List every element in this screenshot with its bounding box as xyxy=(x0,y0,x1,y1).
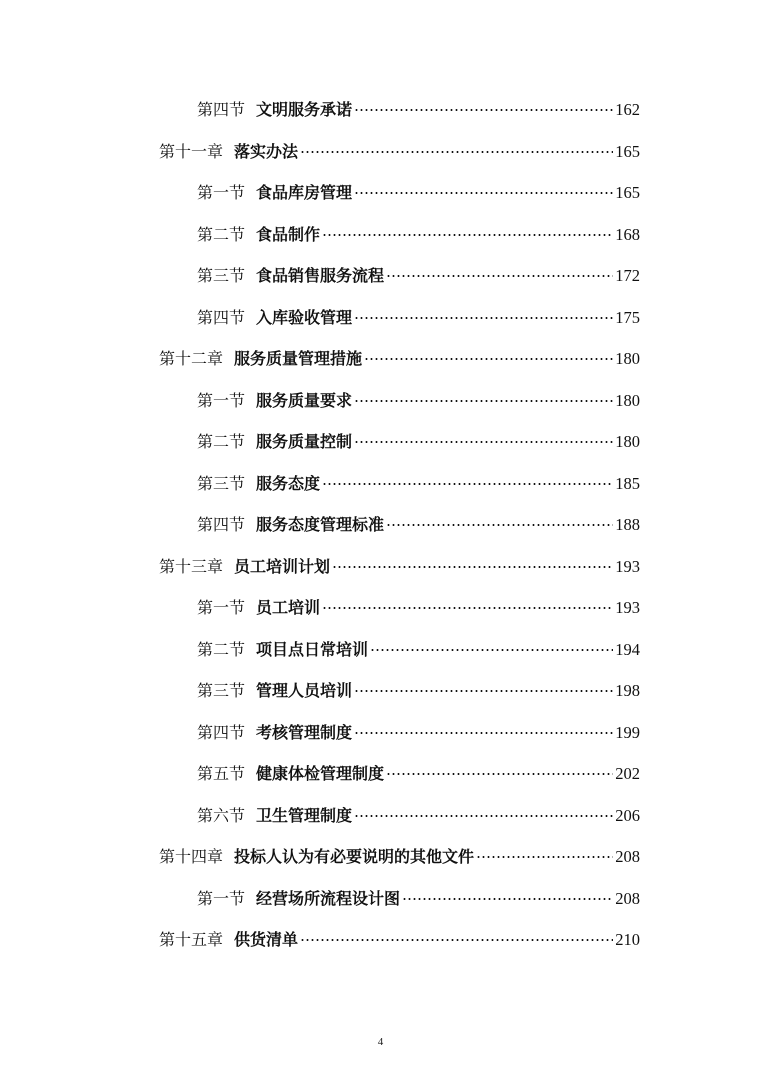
toc-entry[interactable] xyxy=(197,797,640,825)
toc-entry-number: 第一节 xyxy=(197,183,246,202)
toc-entry-title: 项目点日常培训 xyxy=(256,639,369,659)
toc-leader-dots xyxy=(332,548,613,572)
toc-entry-number: 第二节 xyxy=(197,432,246,451)
toc-entry[interactable] xyxy=(197,257,640,285)
toc-entry-page: 180 xyxy=(615,432,640,451)
toc-entry-page: 172 xyxy=(615,266,640,285)
toc-entry-page: 188 xyxy=(615,515,640,534)
toc-entry-title: 管理人员培训 xyxy=(256,681,353,700)
toc-entry-title: 供货清单 xyxy=(234,930,299,949)
toc-entry[interactable] xyxy=(197,672,640,700)
toc-entry-number: 第十五章 xyxy=(159,930,224,949)
toc-leader-dots xyxy=(300,921,613,945)
toc-entry-page: 180 xyxy=(615,390,640,410)
toc-entry-title: 食品制作 xyxy=(256,224,321,244)
toc-leader-dots xyxy=(386,755,613,779)
toc-entry-number: 第十三章 xyxy=(159,556,224,576)
toc-entry-title: 文明服务承诺 xyxy=(256,100,353,119)
toc-entry-page: 198 xyxy=(615,681,640,700)
toc-entry[interactable] xyxy=(197,91,640,119)
toc-entry-title: 落实办法 xyxy=(234,141,299,161)
page-number: 4 xyxy=(377,1036,384,1048)
toc-leader-dots xyxy=(402,880,613,904)
toc-entry-page: 168 xyxy=(615,224,640,244)
toc-entry-title: 员工培训计划 xyxy=(234,556,331,576)
toc-entry-page: 210 xyxy=(615,930,640,949)
toc-entry-number: 第四节 xyxy=(197,100,246,119)
toc-entry-page: 175 xyxy=(615,307,640,327)
toc-entry[interactable] xyxy=(197,506,640,534)
toc-entry-title: 卫生管理制度 xyxy=(256,805,353,825)
toc-entry[interactable] xyxy=(197,755,640,783)
toc-leader-dots xyxy=(354,299,613,323)
toc-entry[interactable] xyxy=(197,880,640,908)
toc-entry[interactable] xyxy=(197,465,640,493)
toc-entry-title: 食品库房管理 xyxy=(256,183,353,202)
toc-entry-page: 206 xyxy=(615,805,640,825)
toc-entry-number: 第四节 xyxy=(197,722,246,742)
toc-entry[interactable] xyxy=(197,631,640,659)
toc-leader-dots xyxy=(354,797,613,821)
toc-leader-dots xyxy=(354,423,613,447)
toc-leader-dots xyxy=(386,506,613,530)
toc-entry-title: 经营场所流程设计图 xyxy=(256,888,401,908)
toc-entry-number: 第一节 xyxy=(197,598,246,617)
toc-entry-number: 第五节 xyxy=(197,764,246,783)
toc-leader-dots xyxy=(476,838,613,862)
toc-entry-page: 194 xyxy=(615,639,640,659)
toc-entry-page: 202 xyxy=(615,764,640,783)
toc-leader-dots xyxy=(354,672,613,696)
toc-entry[interactable] xyxy=(197,589,640,617)
toc-entry-number: 第一节 xyxy=(197,390,246,410)
toc-entry-title: 食品销售服务流程 xyxy=(256,266,385,285)
toc-entry-number: 第三节 xyxy=(197,266,246,285)
toc-entry[interactable] xyxy=(159,548,640,576)
toc-entry-number: 第二节 xyxy=(197,639,246,659)
toc-entry-number: 第十二章 xyxy=(159,349,224,368)
toc-entry-page: 193 xyxy=(615,556,640,576)
toc-entry-number: 第三节 xyxy=(197,473,246,493)
toc-entry[interactable] xyxy=(197,299,640,327)
toc-entry[interactable] xyxy=(197,423,640,451)
toc-entry[interactable] xyxy=(197,382,640,410)
toc-entry-page: 165 xyxy=(615,141,640,161)
toc-entry-number: 第四节 xyxy=(197,515,246,534)
toc-leader-dots xyxy=(386,257,613,281)
toc-leader-dots xyxy=(322,465,613,489)
toc-entry-title: 健康体检管理制度 xyxy=(256,764,385,783)
toc-entry-page: 185 xyxy=(615,473,640,493)
toc-entry-number: 第一节 xyxy=(197,888,246,908)
toc-entry[interactable] xyxy=(159,133,640,161)
toc-entry[interactable] xyxy=(159,921,640,949)
toc-entry[interactable] xyxy=(197,216,640,244)
toc-entry[interactable] xyxy=(159,838,640,866)
toc-entry-page: 162 xyxy=(615,100,640,119)
toc-entry-page: 193 xyxy=(615,598,640,617)
toc-entry-number: 第六节 xyxy=(197,805,246,825)
toc-entry-page: 208 xyxy=(615,847,640,866)
toc-entry-number: 第二节 xyxy=(197,224,246,244)
toc-leader-dots xyxy=(354,91,613,115)
toc-entry-number: 第十四章 xyxy=(159,847,224,866)
toc-leader-dots xyxy=(300,133,613,157)
toc-entry-title: 服务质量要求 xyxy=(256,390,353,410)
toc-leader-dots xyxy=(322,216,613,240)
toc-entry-title: 服务态度管理标准 xyxy=(256,515,385,534)
toc-entry-page: 180 xyxy=(615,349,640,368)
toc-entry-title: 员工培训 xyxy=(256,598,321,617)
toc-entry-title: 考核管理制度 xyxy=(256,722,353,742)
toc-entry-page: 199 xyxy=(615,722,640,742)
toc-entry-title: 服务态度 xyxy=(256,473,321,493)
toc-entry-page: 165 xyxy=(615,183,640,202)
toc-entry-title: 服务质量控制 xyxy=(256,432,353,451)
toc-entry-title: 入库验收管理 xyxy=(256,307,353,327)
toc-entry[interactable] xyxy=(159,340,640,368)
toc-entry[interactable] xyxy=(197,174,640,202)
toc-leader-dots xyxy=(354,382,613,406)
toc-entry-number: 第三节 xyxy=(197,681,246,700)
toc-entry-title: 投标人认为有必要说明的其他文件 xyxy=(234,847,475,866)
toc-leader-dots xyxy=(322,589,613,613)
toc-leader-dots xyxy=(364,340,613,364)
toc-leader-dots xyxy=(370,631,613,655)
toc-leader-dots xyxy=(354,714,613,738)
toc-entry-number: 第十一章 xyxy=(159,141,224,161)
toc-entry[interactable] xyxy=(197,714,640,742)
toc-leader-dots xyxy=(354,174,613,198)
toc-entry-title: 服务质量管理措施 xyxy=(234,349,363,368)
toc-entry-page: 208 xyxy=(615,888,640,908)
toc-entry-number: 第四节 xyxy=(197,307,246,327)
